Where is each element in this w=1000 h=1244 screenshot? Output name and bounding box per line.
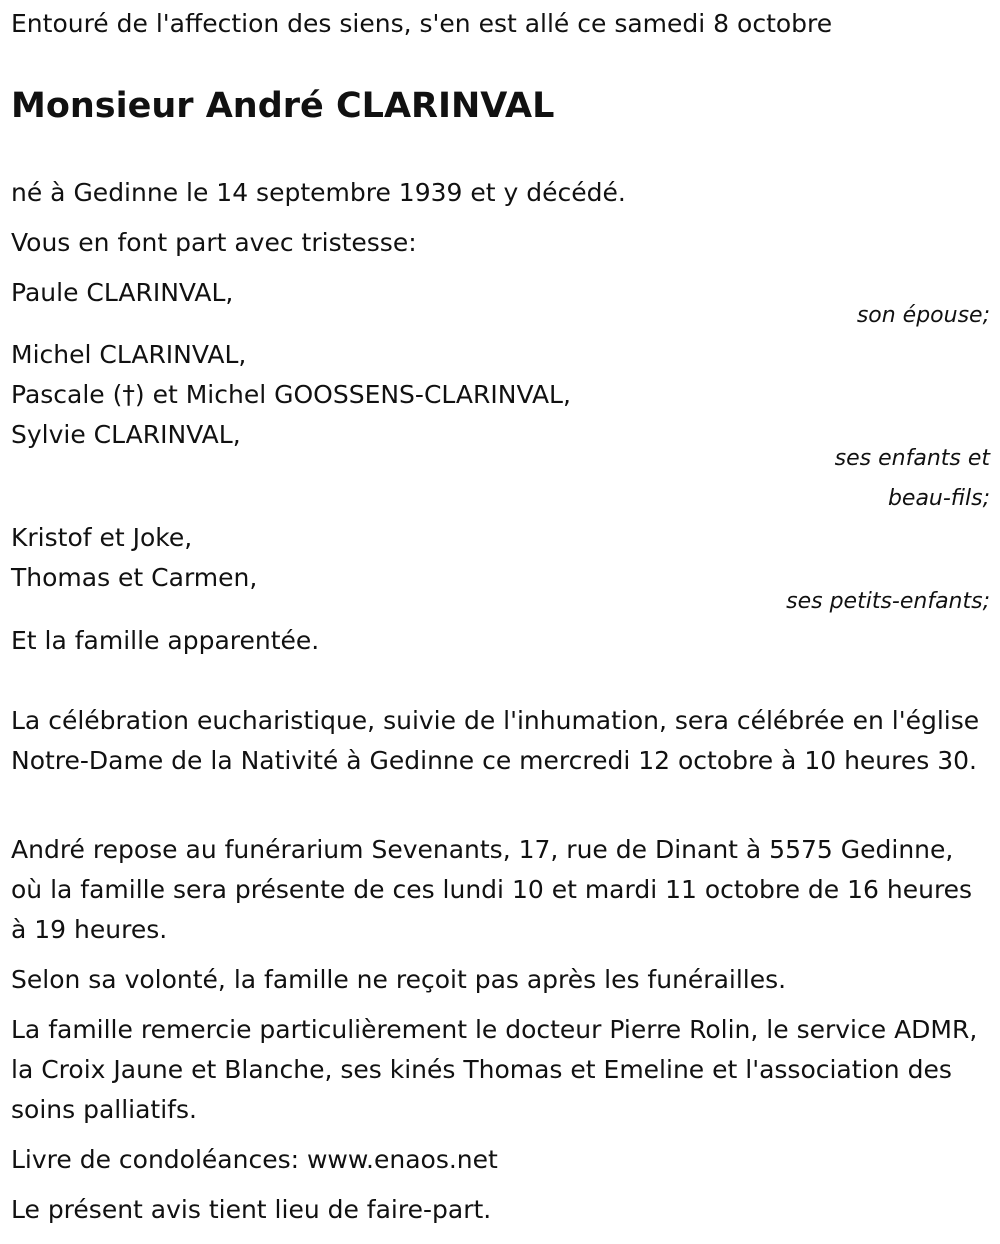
spouse-role: son épouse; xyxy=(856,303,990,328)
child-name: Michel CLARINVAL, xyxy=(11,340,247,369)
ceremony-paragraph: La célébration eucharistique, suivie de l'inhumation, sera célébrée en l'église Notre-Dame de la Nativité à Gedinne ce mercredi 12 octobre à 10 heures 30. xyxy=(11,706,980,775)
child-name: Sylvie CLARINVAL, xyxy=(11,420,241,449)
spouse-name: Paule CLARINVAL, xyxy=(11,278,234,307)
children-role: beau-fils; xyxy=(887,486,990,511)
child-name: Pascale (†) et Michel GOOSSENS-CLARINVAL, xyxy=(11,380,571,409)
condolences-paragraph: Livre de condoléances: www.enaos.net xyxy=(11,1145,498,1174)
funeral-home-paragraph: André repose au funérarium Sevenants, 17, rue de Dinant à 5575 Gedinne, où la famille sera présente de ces lundi 10 et mardi 11 octobre de 16 heures à 19 heures. xyxy=(11,835,973,944)
announce-line: Vous en font part avec tristesse: xyxy=(11,228,417,257)
children-role: ses enfants et xyxy=(834,446,990,471)
grandchild-name: Thomas et Carmen, xyxy=(11,563,258,592)
notice-paragraph: Le présent avis tient lieu de faire-part. xyxy=(11,1195,492,1224)
wishes-paragraph: Selon sa volonté, la famille ne reçoit pas après les funérailles. xyxy=(11,965,787,994)
deceased-name: Monsieur André CLARINVAL xyxy=(11,86,555,126)
thanks-paragraph: La famille remercie particulièrement le docteur Pierre Rolin, le service ADMR, la Croix Jaune et Blanche, ses kinés Thomas et Emeline et l'association des soins palliatifs. xyxy=(11,1015,978,1124)
grandchild-name: Kristof et Joke, xyxy=(11,523,193,552)
grandchildren-role: ses petits-enfants; xyxy=(786,589,990,614)
family-line: Et la famille apparentée. xyxy=(11,626,320,655)
intro-line: Entouré de l'affection des siens, s'en est allé ce samedi 8 octobre xyxy=(11,9,833,38)
birth-line: né à Gedinne le 14 septembre 1939 et y décédé. xyxy=(11,178,626,207)
